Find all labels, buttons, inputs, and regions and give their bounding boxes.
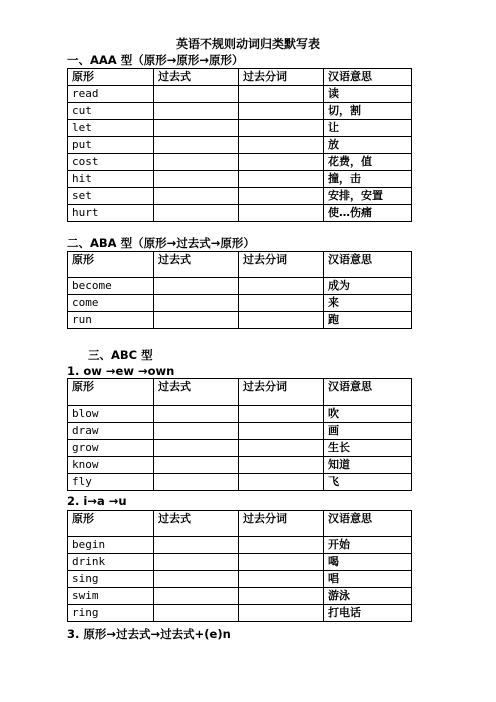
table-row: [68, 440, 412, 457]
table-row: [68, 188, 412, 205]
participle-blank[interactable]: [239, 423, 324, 440]
past-blank[interactable]: [154, 205, 239, 222]
verb-base: cost: [68, 154, 154, 171]
past-blank[interactable]: [154, 312, 239, 329]
verb-base: come: [68, 295, 154, 312]
table-row: [68, 423, 412, 440]
table-row: [68, 406, 412, 423]
verb-meaning: 让: [324, 120, 412, 137]
header-base: 原形: [68, 379, 154, 406]
past-blank[interactable]: [154, 457, 239, 474]
header-participle: 过去分词: [239, 511, 324, 537]
participle-blank[interactable]: [239, 440, 324, 457]
verb-base: grow: [68, 440, 154, 457]
verb-meaning: 使…伤痛: [324, 205, 412, 222]
section-aaa-heading: 一、AAA 型（原形→原形→原形）: [67, 53, 244, 67]
participle-blank[interactable]: [239, 154, 324, 171]
participle-blank[interactable]: [239, 474, 324, 491]
verb-meaning: 喝: [324, 554, 412, 571]
verb-meaning: 花费，值: [324, 154, 412, 171]
verb-meaning: 唱: [324, 571, 412, 588]
verb-meaning: 游泳: [324, 588, 412, 605]
past-blank[interactable]: [154, 440, 239, 457]
verb-meaning: 切，割: [324, 103, 412, 120]
table-row: [68, 103, 412, 120]
past-blank[interactable]: [154, 406, 239, 423]
past-blank[interactable]: [154, 171, 239, 188]
participle-blank[interactable]: [239, 171, 324, 188]
past-blank[interactable]: [154, 120, 239, 137]
participle-blank[interactable]: [239, 295, 324, 312]
past-blank[interactable]: [154, 474, 239, 491]
participle-blank[interactable]: [239, 312, 324, 329]
verb-base: swim: [68, 588, 154, 605]
verb-base: set: [68, 188, 154, 205]
past-blank[interactable]: [154, 103, 239, 120]
participle-blank[interactable]: [239, 137, 324, 154]
verb-meaning: 撞，击: [324, 171, 412, 188]
section-aba-heading: 二、ABA 型（原形→过去式→原形）: [67, 236, 255, 250]
verb-meaning: 开始: [324, 537, 412, 554]
verb-meaning: 读: [324, 86, 412, 103]
header-base: 原形: [68, 69, 154, 86]
table-row: [68, 154, 412, 171]
header-participle: 过去分词: [239, 69, 324, 86]
header-meaning: 汉语意思: [324, 252, 412, 278]
verb-meaning: 画: [324, 423, 412, 440]
verb-base: fly: [68, 474, 154, 491]
verb-meaning: 飞: [324, 474, 412, 491]
verb-meaning: 打电话: [324, 605, 412, 622]
past-blank[interactable]: [154, 571, 239, 588]
header-meaning: 汉语意思: [324, 379, 412, 406]
verb-base: draw: [68, 423, 154, 440]
abc-table-2: [67, 510, 412, 622]
abc-subheading-1: 1. ow →ew →own: [67, 364, 175, 378]
abc-subheading-3: 3. 原形→过去式→过去式+(e)n: [67, 627, 231, 641]
past-blank[interactable]: [154, 537, 239, 554]
past-blank[interactable]: [154, 588, 239, 605]
participle-blank[interactable]: [239, 588, 324, 605]
abc-subheading-2: 2. i→a →u: [67, 494, 127, 508]
header-base: 原形: [68, 252, 154, 278]
abc-table-1: [67, 378, 412, 491]
participle-blank[interactable]: [239, 188, 324, 205]
verb-base: put: [68, 137, 154, 154]
header-meaning: 汉语意思: [324, 511, 412, 537]
participle-blank[interactable]: [239, 86, 324, 103]
verb-base: sing: [68, 571, 154, 588]
participle-blank[interactable]: [239, 537, 324, 554]
aba-table: [67, 251, 412, 329]
verb-base: hit: [68, 171, 154, 188]
participle-blank[interactable]: [239, 103, 324, 120]
section-abc-heading: 三、ABC 型: [88, 348, 153, 362]
past-blank[interactable]: [154, 86, 239, 103]
table-row: [68, 295, 412, 312]
header-base: 原形: [68, 511, 154, 537]
verb-base: blow: [68, 406, 154, 423]
table-row: [68, 120, 412, 137]
table-row: [68, 278, 412, 295]
table-header-row: [68, 69, 412, 86]
table-header-row: [68, 379, 412, 406]
verb-meaning: 安排，安置: [324, 188, 412, 205]
verb-meaning: 来: [324, 295, 412, 312]
verb-meaning: 成为: [324, 278, 412, 295]
past-blank[interactable]: [154, 154, 239, 171]
verb-base: drink: [68, 554, 154, 571]
verb-base: let: [68, 120, 154, 137]
verb-meaning: 知道: [324, 457, 412, 474]
table-row: [68, 205, 412, 222]
verb-base: know: [68, 457, 154, 474]
verb-base: hurt: [68, 205, 154, 222]
table-row: [68, 537, 412, 554]
aaa-table: [67, 68, 412, 222]
header-participle: 过去分词: [239, 252, 324, 278]
past-blank[interactable]: [154, 423, 239, 440]
table-row: [68, 571, 412, 588]
table-row: [68, 137, 412, 154]
participle-blank[interactable]: [239, 571, 324, 588]
table-header-row: [68, 252, 412, 278]
header-participle: 过去分词: [239, 379, 324, 406]
header-past: 过去式: [154, 69, 239, 86]
verb-base: cut: [68, 103, 154, 120]
table-row: [68, 474, 412, 491]
verb-base: begin: [68, 537, 154, 554]
verb-base: become: [68, 278, 154, 295]
table-row: [68, 312, 412, 329]
verb-base: read: [68, 86, 154, 103]
verb-base: run: [68, 312, 154, 329]
participle-blank[interactable]: [239, 278, 324, 295]
participle-blank[interactable]: [239, 406, 324, 423]
table-header-row: [68, 511, 412, 537]
header-past: 过去式: [154, 379, 239, 406]
table-row: [68, 605, 412, 622]
past-blank[interactable]: [154, 188, 239, 205]
header-past: 过去式: [154, 252, 239, 278]
verb-base: ring: [68, 605, 154, 622]
verb-meaning: 跑: [324, 312, 412, 329]
header-past: 过去式: [154, 511, 239, 537]
table-row: [68, 86, 412, 103]
verb-meaning: 放: [324, 137, 412, 154]
participle-blank[interactable]: [239, 120, 324, 137]
past-blank[interactable]: [154, 554, 239, 571]
past-blank[interactable]: [154, 137, 239, 154]
table-row: [68, 554, 412, 571]
past-blank[interactable]: [154, 605, 239, 622]
participle-blank[interactable]: [239, 205, 324, 222]
table-row: [68, 588, 412, 605]
past-blank[interactable]: [154, 278, 239, 295]
participle-blank[interactable]: [239, 554, 324, 571]
verb-meaning: 吹: [324, 406, 412, 423]
participle-blank[interactable]: [239, 457, 324, 474]
verb-meaning: 生长: [324, 440, 412, 457]
table-row: [68, 171, 412, 188]
past-blank[interactable]: [154, 295, 239, 312]
header-meaning: 汉语意思: [324, 69, 412, 86]
participle-blank[interactable]: [239, 605, 324, 622]
page-title: 英语不规则动词归类默写表: [175, 37, 320, 51]
table-row: [68, 457, 412, 474]
